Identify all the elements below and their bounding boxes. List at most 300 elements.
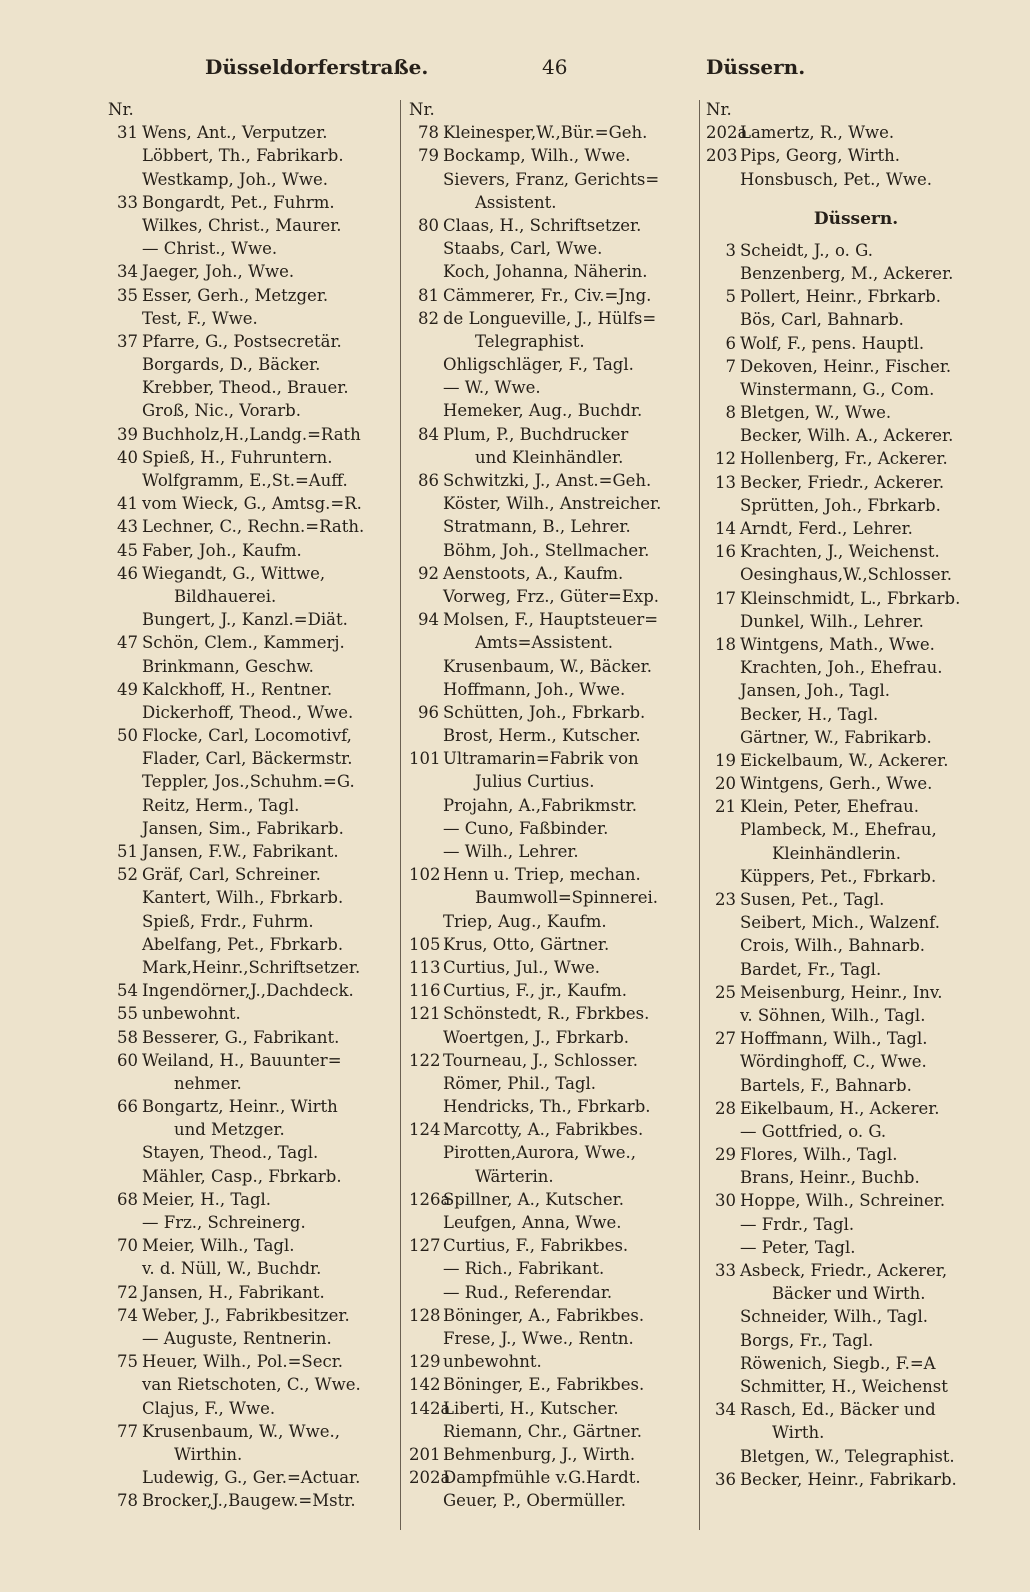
column-2 <box>409 98 697 1512</box>
directory-entry <box>409 1489 697 1512</box>
house-number: 96 <box>418 702 439 722</box>
directory-entry <box>409 840 697 863</box>
directory-entry <box>706 610 1006 633</box>
directory-entry <box>409 1397 697 1420</box>
house-number: 60 <box>117 1050 138 1070</box>
directory-entry <box>409 1281 697 1304</box>
house-number: 121 <box>409 1004 441 1024</box>
resident-entry: Köster, Wilh., Anstreicher. <box>443 494 662 514</box>
resident-entry: Riemann, Chr., Gärtner. <box>443 1421 642 1441</box>
directory-entry <box>706 563 1006 586</box>
column-1 <box>108 98 396 1512</box>
house-number: 30 <box>715 1191 736 1211</box>
directory-entry <box>108 376 396 399</box>
house-number: 41 <box>117 494 138 514</box>
directory-entry <box>409 307 697 330</box>
directory-entry <box>706 540 1006 563</box>
directory-entry <box>108 655 396 678</box>
resident-entry: Gärtner, W., Fabrikarb. <box>740 727 932 747</box>
directory-entry <box>706 1120 1006 1143</box>
directory-entry <box>108 1095 396 1118</box>
resident-entry: Pips, Georg, Wirth. <box>740 146 901 166</box>
directory-entry <box>108 492 396 515</box>
directory-entry <box>706 1305 1006 1328</box>
directory-entry <box>409 121 697 144</box>
house-number: 201 <box>409 1444 441 1464</box>
resident-entry: Mähler, Casp., Fbrkarb. <box>142 1166 342 1186</box>
resident-entry: Claas, H., Schriftsetzer. <box>443 215 642 235</box>
directory-entry <box>108 562 396 585</box>
resident-entry: Assistent. <box>475 192 557 212</box>
house-number: 45 <box>117 540 138 560</box>
directory-entry <box>706 865 1006 888</box>
directory-entry <box>108 330 396 353</box>
resident-entry: Bildhauerei. <box>174 586 277 606</box>
resident-entry: Plum, P., Buchdrucker <box>443 424 629 444</box>
resident-entry: Honsbusch, Pet., Wwe. <box>740 169 933 189</box>
resident-entry: Pollert, Heinr., Fbrkarb. <box>740 287 941 307</box>
resident-entry: Becker, Heinr., Fabrikarb. <box>740 1469 957 1489</box>
directory-entry <box>409 539 697 562</box>
column-label-text: Nr. <box>706 100 732 119</box>
directory-entry <box>706 1445 1006 1468</box>
directory-entry <box>108 237 396 260</box>
directory-entry <box>409 585 697 608</box>
house-number: 202a <box>706 123 748 143</box>
resident-entry: Böninger, E., Fabrikbes. <box>443 1375 645 1395</box>
directory-entry <box>108 260 396 283</box>
directory-entry <box>108 608 396 631</box>
house-number: 25 <box>715 982 736 1002</box>
resident-entry: Stayen, Theod., Tagl. <box>142 1143 319 1163</box>
resident-entry: Weber, J., Fabrikbesitzer. <box>142 1305 350 1325</box>
house-number: 81 <box>418 285 439 305</box>
directory-entry <box>409 1049 697 1072</box>
house-number: 17 <box>715 588 736 608</box>
resident-entry: — Cuno, Faßbinder. <box>443 818 609 838</box>
directory-entry <box>108 353 396 376</box>
directory-entry <box>409 1257 697 1280</box>
resident-entry: Schneider, Wilh., Tagl. <box>740 1307 928 1327</box>
house-number: 70 <box>117 1236 138 1256</box>
directory-entry <box>108 1327 396 1350</box>
resident-entry: Bungert, J., Kanzl.=Diät. <box>142 610 348 630</box>
house-number: 7 <box>725 356 736 376</box>
resident-entry: Sievers, Franz, Gerichts= <box>443 169 660 189</box>
directory-entry <box>706 332 1006 355</box>
resident-entry: Baumwoll=Spinnerei. <box>475 888 659 908</box>
resident-entry: unbewohnt. <box>142 1004 241 1024</box>
resident-entry: — Wilh., Lehrer. <box>443 842 579 861</box>
directory-entry <box>108 979 396 1002</box>
house-number: 92 <box>418 563 439 583</box>
resident-entry: Tourneau, J., Schlosser. <box>443 1050 638 1070</box>
resident-entry: Aenstoots, A., Kaufm. <box>443 563 624 583</box>
directory-entry <box>108 1489 396 1512</box>
directory-entry <box>409 701 697 724</box>
resident-entry: Weiland, H., Bauunter= <box>142 1050 342 1070</box>
directory-entry <box>108 886 396 909</box>
directory-entry <box>706 842 1006 865</box>
directory-entry <box>706 1189 1006 1212</box>
resident-entry: Bongardt, Pet., Fuhrm. <box>142 192 335 212</box>
house-number: 128 <box>409 1305 441 1325</box>
directory-entry <box>706 1143 1006 1166</box>
house-number: 86 <box>418 471 439 490</box>
directory-entry <box>706 1398 1006 1421</box>
resident-entry: Schön, Clem., Kammerj. <box>142 633 345 653</box>
directory-entry <box>409 1211 697 1234</box>
house-number: 20 <box>715 774 736 794</box>
directory-entry <box>108 214 396 237</box>
resident-entry: Mark,Heinr.,Schriftsetzer. <box>142 957 361 977</box>
resident-entry: Geuer, P., Obermüller. <box>443 1491 627 1511</box>
page-number: 46 <box>542 55 568 79</box>
resident-entry: Ingendörner,J.,Dachdeck. <box>142 981 354 1001</box>
directory-entry <box>108 1443 396 1466</box>
resident-entry: Bardet, Fr., Tagl. <box>740 959 882 979</box>
house-number: 116 <box>409 981 441 1001</box>
resident-entry: Flores, Wilh., Tagl. <box>740 1145 898 1165</box>
directory-entry <box>706 1027 1006 1050</box>
directory-entry <box>706 1375 1006 1398</box>
directory-entry <box>706 424 1006 447</box>
house-number: 105 <box>409 934 441 954</box>
directory-entry <box>706 958 1006 981</box>
directory-entry <box>409 608 697 631</box>
directory-entry <box>706 795 1006 818</box>
directory-entry <box>108 770 396 793</box>
resident-entry: Wärterin. <box>475 1166 554 1186</box>
house-number: 18 <box>715 634 736 654</box>
resident-entry: Flocke, Carl, Locomotivf, <box>142 726 352 746</box>
resident-entry: Bletgen, W., Telegraphist. <box>740 1446 955 1466</box>
resident-entry: — Christ., Wwe. <box>142 239 278 259</box>
directory-entry <box>409 376 697 399</box>
directory-entry <box>706 656 1006 679</box>
resident-entry: Borgs, Fr., Tagl. <box>740 1330 874 1350</box>
house-number: 78 <box>418 123 439 143</box>
resident-entry: Pirotten,Aurora, Wwe., <box>443 1143 637 1163</box>
resident-entry: Wens, Ant., Verputzer. <box>142 123 328 143</box>
directory-entry <box>706 494 1006 517</box>
directory-entry <box>108 817 396 840</box>
directory-entry <box>108 1141 396 1164</box>
directory-entry <box>409 1165 697 1188</box>
house-number: 54 <box>117 981 138 1001</box>
resident-entry: Jansen, H., Fabrikant. <box>142 1282 325 1302</box>
house-number: 94 <box>418 610 439 630</box>
resident-entry: Löbbert, Th., Fabrikarb. <box>142 146 344 166</box>
section-heading: Düssern. <box>813 208 899 229</box>
resident-entry: Triep, Aug., Kaufm. <box>443 911 607 931</box>
directory-entry <box>706 679 1006 702</box>
resident-entry: Becker, Friedr., Ackerer. <box>740 472 945 492</box>
directory-entry <box>409 933 697 956</box>
directory-entry <box>706 121 1006 144</box>
resident-entry: — W., Wwe. <box>443 378 541 398</box>
resident-entry: Wolf, F., pens. Hauptl. <box>740 333 925 353</box>
directory-entry <box>108 423 396 446</box>
directory-entry <box>108 191 396 214</box>
house-number: 16 <box>715 542 736 562</box>
resident-entry: Leufgen, Anna, Wwe. <box>443 1213 622 1232</box>
resident-entry: Klein, Peter, Ehefrau. <box>740 797 919 817</box>
directory-entry <box>409 1327 697 1350</box>
resident-entry: Borgards, D., Bäcker. <box>142 355 321 375</box>
resident-entry: Jansen, Sim., Fabrikarb. <box>142 818 344 838</box>
house-number: 33 <box>117 192 138 212</box>
resident-entry: Buchholz,H.,Landg.=Rath <box>142 424 361 444</box>
resident-entry: Bartels, F., Bahnarb. <box>740 1075 912 1095</box>
directory-entry <box>409 655 697 678</box>
directory-entry <box>108 1350 396 1373</box>
resident-entry: Wirth. <box>772 1423 825 1443</box>
resident-entry: Eikelbaum, H., Ackerer. <box>740 1098 940 1118</box>
resident-entry: Susen, Pet., Tagl. <box>740 890 885 909</box>
directory-entry <box>108 1281 396 1304</box>
directory-entry <box>409 1443 697 1466</box>
directory-entry <box>108 539 396 562</box>
column-label <box>108 98 396 121</box>
directory-entry <box>108 701 396 724</box>
directory-entry <box>108 399 396 422</box>
header-street-title: Düsseldorferstraße. <box>205 55 429 79</box>
resident-entry: Curtius, Jul., Wwe. <box>443 957 600 977</box>
resident-entry: — Frdr., Tagl. <box>740 1214 855 1234</box>
resident-entry: Hoffmann, Joh., Wwe. <box>443 679 626 699</box>
house-number: 78 <box>117 1491 138 1511</box>
house-number: 33 <box>715 1261 736 1280</box>
directory-entry <box>108 284 396 307</box>
resident-entry: nehmer. <box>174 1073 242 1093</box>
resident-entry: Kleinesper,W.,Bür.=Geh. <box>443 123 648 143</box>
resident-entry: Behmenburg, J., Wirth. <box>443 1444 636 1464</box>
house-number: 19 <box>715 750 736 770</box>
resident-entry: Kleinschmidt, L., Fbrkarb. <box>740 588 961 608</box>
resident-entry: Wintgens, Math., Wwe. <box>740 634 935 654</box>
directory-entry <box>108 515 396 538</box>
resident-entry: Krus, Otto, Gärtner. <box>443 934 610 954</box>
resident-entry: Lamertz, R., Wwe. <box>740 123 895 143</box>
directory-entry <box>409 724 697 747</box>
resident-entry: Hoffmann, Wilh., Tagl. <box>740 1029 928 1049</box>
directory-entry <box>409 817 697 840</box>
directory-entry <box>706 1259 1006 1282</box>
directory-entry <box>409 1141 697 1164</box>
directory-entry <box>409 562 697 585</box>
directory-entry <box>409 446 697 469</box>
directory-entry <box>706 772 1006 795</box>
directory-entry <box>108 1466 396 1489</box>
resident-entry: vom Wieck, G., Amtsg.=R. <box>142 494 362 514</box>
resident-entry: Hendricks, Th., Fbrkarb. <box>443 1097 651 1117</box>
directory-entry <box>409 631 697 654</box>
resident-entry: Benzenberg, M., Ackerer. <box>740 263 954 283</box>
resident-entry: Dunkel, Wilh., Lehrer. <box>740 611 924 631</box>
directory-entry <box>108 840 396 863</box>
house-number: 102 <box>409 865 441 885</box>
resident-entry: Dampfmühle v.G.Hardt. <box>443 1468 641 1488</box>
house-number: 28 <box>715 1098 736 1118</box>
resident-entry: Brinkmann, Geschw. <box>142 656 314 676</box>
directory-entry <box>706 471 1006 494</box>
resident-entry: Besserer, G., Fabrikant. <box>142 1027 340 1047</box>
column-label <box>409 98 697 121</box>
resident-entry: Spillner, A., Kutscher. <box>443 1189 624 1209</box>
directory-entry <box>409 1420 697 1443</box>
resident-entry: Asbeck, Friedr., Ackerer, <box>740 1261 948 1280</box>
resident-entry: Wolfgramm, E.,St.=Auff. <box>142 471 348 490</box>
directory-entry <box>108 794 396 817</box>
directory-entry <box>409 1072 697 1095</box>
directory-entry <box>409 515 697 538</box>
directory-entry <box>108 724 396 747</box>
resident-entry: Rasch, Ed., Bäcker und <box>740 1400 936 1420</box>
directory-entry <box>706 1468 1006 1491</box>
resident-entry: Molsen, F., Hauptsteuer= <box>443 610 659 630</box>
resident-entry: Krebber, Theod., Brauer. <box>142 378 349 398</box>
house-number: 13 <box>715 472 736 492</box>
resident-entry: Schönstedt, R., Fbrkbes. <box>443 1004 650 1024</box>
resident-entry: Plambeck, M., Ehefrau, <box>740 820 937 840</box>
resident-entry: Frese, J., Wwe., Rentn. <box>443 1328 634 1348</box>
resident-entry: Liberti, H., Kutscher. <box>443 1398 619 1418</box>
directory-entry <box>706 144 1006 167</box>
resident-entry: Böhm, Joh., Stellmacher. <box>443 540 650 560</box>
directory-entry <box>108 1234 396 1257</box>
directory-entry <box>409 794 697 817</box>
resident-entry: v. Söhnen, Wilh., Tagl. <box>740 1005 926 1025</box>
resident-entry: Hollenberg, Fr., Ackerer. <box>740 449 948 469</box>
resident-entry: Stratmann, B., Lehrer. <box>443 517 631 537</box>
directory-entry <box>706 749 1006 772</box>
resident-entry: unbewohnt. <box>443 1352 542 1372</box>
house-number: 52 <box>117 865 138 885</box>
column-divider <box>699 100 700 1530</box>
resident-entry: Marcotty, A., Fabrikbes. <box>443 1120 644 1140</box>
resident-entry: Schütten, Joh., Fbrkarb. <box>443 702 646 722</box>
directory-entry <box>706 1352 1006 1375</box>
directory-entry <box>409 1002 697 1025</box>
resident-entry: Ultramarin=Fabrik von <box>443 749 639 769</box>
resident-entry: Dickerhoff, Theod., Wwe. <box>142 702 354 722</box>
directory-entry <box>409 492 697 515</box>
directory-entry <box>706 1236 1006 1259</box>
house-number: 127 <box>409 1236 441 1256</box>
directory-entry <box>409 1118 697 1141</box>
house-number: 27 <box>715 1029 736 1049</box>
resident-entry: Bös, Carl, Bahnarb. <box>740 310 904 330</box>
resident-entry: Jaeger, Joh., Wwe. <box>142 262 295 282</box>
column-label-text: Nr. <box>108 100 134 119</box>
directory-entry <box>409 284 697 307</box>
house-number: 75 <box>117 1352 138 1372</box>
resident-entry: Westkamp, Joh., Wwe. <box>142 169 329 189</box>
resident-entry: Brans, Heinr., Buchb. <box>740 1168 920 1188</box>
directory-entry <box>706 285 1006 308</box>
directory-entry <box>706 1421 1006 1444</box>
directory-entry <box>108 1397 396 1420</box>
house-number: 50 <box>117 726 138 746</box>
directory-entry <box>409 237 697 260</box>
directory-entry <box>108 168 396 191</box>
resident-entry: Groß, Nic., Vorarb. <box>142 401 301 421</box>
house-number: 82 <box>418 308 439 328</box>
resident-entry: Telegraphist. <box>475 331 585 351</box>
house-number: 142 <box>409 1375 441 1395</box>
directory-entry <box>108 144 396 167</box>
resident-entry: Oesinghaus,W.,Schlosser. <box>740 565 952 585</box>
resident-entry: Jansen, Joh., Tagl. <box>740 681 890 701</box>
resident-entry: — Gottfried, o. G. <box>740 1121 887 1141</box>
directory-entry <box>108 469 396 492</box>
directory-entry <box>108 1002 396 1025</box>
resident-entry: Wirthin. <box>174 1444 243 1464</box>
directory-entry <box>108 1165 396 1188</box>
resident-entry: Esser, Gerh., Metzger. <box>142 285 329 305</box>
resident-entry: Seibert, Mich., Walzenf. <box>740 913 940 933</box>
directory-entry <box>706 934 1006 957</box>
resident-entry: Koch, Johanna, Näherin. <box>443 262 648 282</box>
resident-entry: Curtius, F., jr., Kaufm. <box>443 981 627 1001</box>
resident-entry: Bongartz, Heinr., Wirth <box>142 1097 338 1117</box>
resident-entry: Flader, Carl, Bäckermstr. <box>142 749 353 769</box>
resident-entry: Ohligschläger, F., Tagl. <box>443 355 634 375</box>
header-street-title-right: Düssern. <box>706 55 806 79</box>
resident-entry: Amts=Assistent. <box>475 633 613 653</box>
directory-entry <box>409 747 697 770</box>
resident-entry: Eickelbaum, W., Ackerer. <box>740 750 949 770</box>
resident-entry: Gräf, Carl, Schreiner. <box>142 865 321 885</box>
house-number: 142a <box>409 1398 451 1418</box>
directory-entry <box>706 378 1006 401</box>
directory-entry <box>108 910 396 933</box>
directory-entry <box>108 631 396 654</box>
directory-entry <box>108 678 396 701</box>
directory-entry <box>108 307 396 330</box>
directory-entry <box>409 191 697 214</box>
house-number: 84 <box>418 424 439 444</box>
directory-entry <box>706 308 1006 331</box>
resident-entry: Crois, Wilh., Bahnarb. <box>740 936 926 956</box>
resident-entry: Krachten, J., Weichenst. <box>740 542 940 562</box>
resident-entry: Hoppe, Wilh., Schreiner. <box>740 1191 946 1211</box>
resident-entry: und Metzger. <box>174 1120 285 1140</box>
directory-entry <box>706 1004 1006 1027</box>
house-number: 14 <box>715 519 736 538</box>
house-number: 113 <box>409 957 441 977</box>
directory-entry <box>409 770 697 793</box>
house-number: 51 <box>117 842 138 861</box>
directory-entry <box>706 239 1006 262</box>
resident-entry: Reitz, Herm., Tagl. <box>142 795 300 815</box>
resident-entry: Sprütten, Joh., Fbrkarb. <box>740 495 941 515</box>
house-number: 77 <box>117 1421 138 1441</box>
directory-entry <box>409 1234 697 1257</box>
resident-entry: Pfarre, G., Postsecretär. <box>142 331 342 351</box>
directory-entry <box>108 933 396 956</box>
directory-entry <box>108 1118 396 1141</box>
directory-entry <box>706 1166 1006 1189</box>
resident-entry: Hemeker, Aug., Buchdr. <box>443 401 643 421</box>
resident-entry: Becker, Wilh. A., Ackerer. <box>740 426 954 446</box>
resident-entry: Julius Curtius. <box>475 772 595 792</box>
directory-entry <box>706 888 1006 911</box>
resident-entry: Bäcker und Wirth. <box>772 1284 926 1304</box>
resident-entry: Spieß, H., Fuhruntern. <box>142 447 333 467</box>
directory-entry <box>706 1329 1006 1352</box>
